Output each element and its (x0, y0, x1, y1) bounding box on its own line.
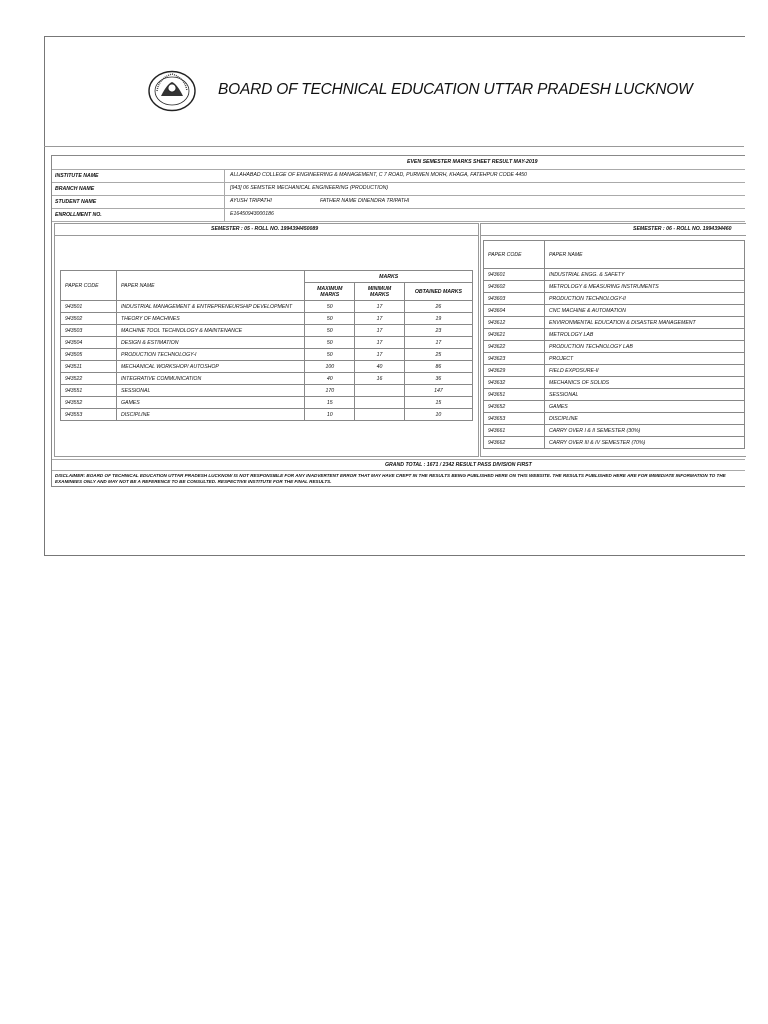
institute-row (52, 169, 745, 183)
cell-code: 943612 (484, 317, 545, 329)
table-row (484, 377, 745, 389)
cell-name: THEORY OF MACHINES (116, 313, 304, 325)
cell-code: 943601 (484, 269, 545, 281)
cell-code: 943505 (61, 349, 117, 361)
cell-code: 943661 (484, 425, 545, 437)
cell-name: DESIGN & ESTIMATION (116, 337, 304, 349)
cell-name: MACHINE TOOL TECHNOLOGY & MAINTENANCE (116, 325, 304, 337)
cell-code: 943653 (484, 413, 545, 425)
cell-min: 40 (355, 361, 405, 373)
cell-min: 17 (355, 325, 405, 337)
cell-code: 943603 (484, 293, 545, 305)
sheet-title-row (52, 156, 745, 170)
enrollment-label: ENROLLMENT NO. (55, 212, 102, 218)
semester-5-heading: SEMESTER : 05 - ROLL NO. 1994394450089 (211, 226, 319, 232)
cell-min (355, 397, 405, 409)
cell-name: PRODUCTION TECHNOLOGY LAB (545, 341, 745, 353)
semester-6-table (483, 240, 745, 449)
cell-name: MECHANICAL WORKSHOP/ AUTOSHOP (116, 361, 304, 373)
cell-code: 943602 (484, 281, 545, 293)
table-row (61, 349, 473, 361)
table-row (484, 305, 745, 317)
cell-obt: 19 (404, 313, 472, 325)
cell-code: 943621 (484, 329, 545, 341)
table-row (484, 281, 745, 293)
cell-min: 17 (355, 337, 405, 349)
table-row (61, 361, 473, 373)
cell-max: 50 (305, 337, 355, 349)
table-row (484, 329, 745, 341)
table-row (61, 373, 473, 385)
table-row (61, 409, 473, 421)
cell-obt: 23 (404, 325, 472, 337)
cell-code: 943501 (61, 301, 117, 313)
cell-code: 943604 (484, 305, 545, 317)
board-seal-icon (147, 70, 197, 112)
cell-code: 943504 (61, 337, 117, 349)
cell-obt: 86 (404, 361, 472, 373)
col-maximum-marks: MAXIMUM MARKS (305, 283, 355, 301)
col-obtained-marks: OBTAINED MARKS (404, 283, 472, 301)
table-row (484, 353, 745, 365)
semester-6-panel (480, 223, 746, 457)
col-paper-code-6: PAPER CODE (484, 241, 545, 269)
table-row (484, 341, 745, 353)
cell-min: 16 (355, 373, 405, 385)
cell-max: 170 (305, 385, 355, 397)
branch-value: [943] 06 SEMSTER MECHANICAL ENGINEERING (PRODUCTION) (230, 185, 389, 191)
cell-max: 50 (305, 301, 355, 313)
cell-code: 943553 (61, 409, 117, 421)
cell-max: 100 (305, 361, 355, 373)
table-row (484, 365, 745, 377)
cell-code: 943502 (61, 313, 117, 325)
table-row (484, 425, 745, 437)
semester-5-panel (54, 223, 479, 457)
cell-name: MECHANICS OF SOLIDS (545, 377, 745, 389)
cell-code: 943623 (484, 353, 545, 365)
student-label: STUDENT NAME (55, 199, 97, 205)
cell-code: 943552 (61, 397, 117, 409)
header-divider (44, 146, 744, 147)
sheet-title: EVEN SEMESTER MARKS SHEET RESULT MAY-2019 (407, 159, 538, 165)
cell-name: FIELD EXPOSURE-II (545, 365, 745, 377)
cell-max: 50 (305, 325, 355, 337)
cell-min: 17 (355, 313, 405, 325)
cell-name: METROLOGY LAB (545, 329, 745, 341)
branch-row (52, 182, 745, 196)
page-title: BOARD OF TECHNICAL EDUCATION UTTAR PRADESH LUCKNOW (218, 81, 693, 98)
cell-obt: 26 (404, 301, 472, 313)
cell-name: CNC MACHINE & AUTOMATION (545, 305, 745, 317)
col-marks: MARKS (305, 271, 473, 283)
marks-sheet (51, 155, 745, 487)
cell-obt: 17 (404, 337, 472, 349)
cell-name: CARRY OVER I & II SEMESTER (30%) (545, 425, 745, 437)
cell-code: 943651 (484, 389, 545, 401)
cell-min: 17 (355, 301, 405, 313)
cell-code: 943551 (61, 385, 117, 397)
cell-code: 943632 (484, 377, 545, 389)
cell-max: 50 (305, 313, 355, 325)
cell-max: 10 (305, 409, 355, 421)
cell-max: 50 (305, 349, 355, 361)
table-row (61, 337, 473, 349)
cell-obt: 15 (404, 397, 472, 409)
cell-name: INDUSTRIAL ENGG. & SAFETY (545, 269, 745, 281)
grand-total: GRAND TOTAL : 1671 / 2342 RESULT PASS DIVISION FIRST (385, 462, 532, 468)
cell-name: SESSIONAL (116, 385, 304, 397)
cell-max: 15 (305, 397, 355, 409)
semester-5-table (60, 270, 473, 421)
col-paper-name: PAPER NAME (116, 271, 304, 301)
cell-obt: 36 (404, 373, 472, 385)
cell-code: 943511 (61, 361, 117, 373)
col-minimum-marks: MINIMUM MARKS (355, 283, 405, 301)
father-value: DINENDRA TRIPATHI (358, 198, 410, 204)
disclaimer: DISCLAIMER: BOARD OF TECHNICAL EDUCATION UTTAR PRADESH LUCKNOW IS NOT RESPONSIBLE FOR ANY INADVERTENT ERROR THAT MAY HAVE CREPT IN THE RESULTS BEING PUBLISHED HERE ON THIS WEBSITE. THE RESULTS PUBLISHED HERE ARE FOR IMMEDIATE INFORMATION TO THE EXAMINEES ONLY AND MAY NOT BE A REFERENCE TO BE CONSULTED. RESPECTIVE INSTITUTE FOR THE FINAL RESULTS. (55, 473, 726, 484)
cell-obt: 10 (404, 409, 472, 421)
cell-name: CARRY OVER III & IV SEMESTER (70%) (545, 437, 745, 449)
table-row (484, 437, 745, 449)
enrollment-value: E16450943000186 (230, 211, 274, 217)
cell-code: 943622 (484, 341, 545, 353)
father-label: FATHER NAME (320, 198, 357, 204)
cell-obt: 147 (404, 385, 472, 397)
table-row (61, 397, 473, 409)
cell-min: 17 (355, 349, 405, 361)
institute-label: INSTITUTE NAME (55, 173, 99, 179)
cell-name: DISCIPLINE (545, 413, 745, 425)
cell-code: 943629 (484, 365, 545, 377)
cell-name: ENVIRONMENTAL EDUCATION & DISASTER MANAGEMENT (545, 317, 745, 329)
student-value: AYUSH TRIPATHI (230, 198, 272, 204)
cell-code: 943503 (61, 325, 117, 337)
cell-name: GAMES (116, 397, 304, 409)
cell-min (355, 385, 405, 397)
table-row (61, 301, 473, 313)
cell-max: 40 (305, 373, 355, 385)
table-row (484, 389, 745, 401)
cell-name: GAMES (545, 401, 745, 413)
table-row (484, 293, 745, 305)
cell-code: 943652 (484, 401, 545, 413)
cell-obt: 25 (404, 349, 472, 361)
cell-name: DISCIPLINE (116, 409, 304, 421)
cell-code: 943662 (484, 437, 545, 449)
table-row (61, 385, 473, 397)
table-row (61, 313, 473, 325)
cell-name: PRODUCTION TECHNOLOGY-II (545, 293, 745, 305)
cell-name: METROLOGY & MEASURING INSTRUMENTS (545, 281, 745, 293)
cell-name: INDUSTRIAL MANAGEMENT & ENTREPRENEURSHIP DEVELOPMENT (116, 301, 304, 313)
col-paper-name-6: PAPER NAME (545, 241, 745, 269)
table-row (61, 325, 473, 337)
table-row (484, 269, 745, 281)
table-row (484, 317, 745, 329)
grand-total-row (52, 459, 745, 471)
student-row (52, 195, 745, 209)
institute-value: ALLAHABAD COLLEGE OF ENGINEERING & MANAGEMENT, C 7 ROAD, PURWEN MORH, KHAGA, FATEHPUR CODE 4450 (230, 172, 527, 178)
cell-name: PRODUCTION TECHNOLOGY-I (116, 349, 304, 361)
col-paper-code: PAPER CODE (61, 271, 117, 301)
cell-min (355, 409, 405, 421)
cell-name: PROJECT (545, 353, 745, 365)
table-row (484, 413, 745, 425)
cell-name: INTEGRATIVE COMMUNICATION (116, 373, 304, 385)
enrollment-row (52, 208, 745, 222)
cell-code: 943522 (61, 373, 117, 385)
semester-6-heading: SEMESTER : 06 - ROLL NO. 1994394460 (633, 226, 732, 232)
cell-name: SESSIONAL (545, 389, 745, 401)
table-row (484, 401, 745, 413)
branch-label: BRANCH NAME (55, 186, 95, 192)
